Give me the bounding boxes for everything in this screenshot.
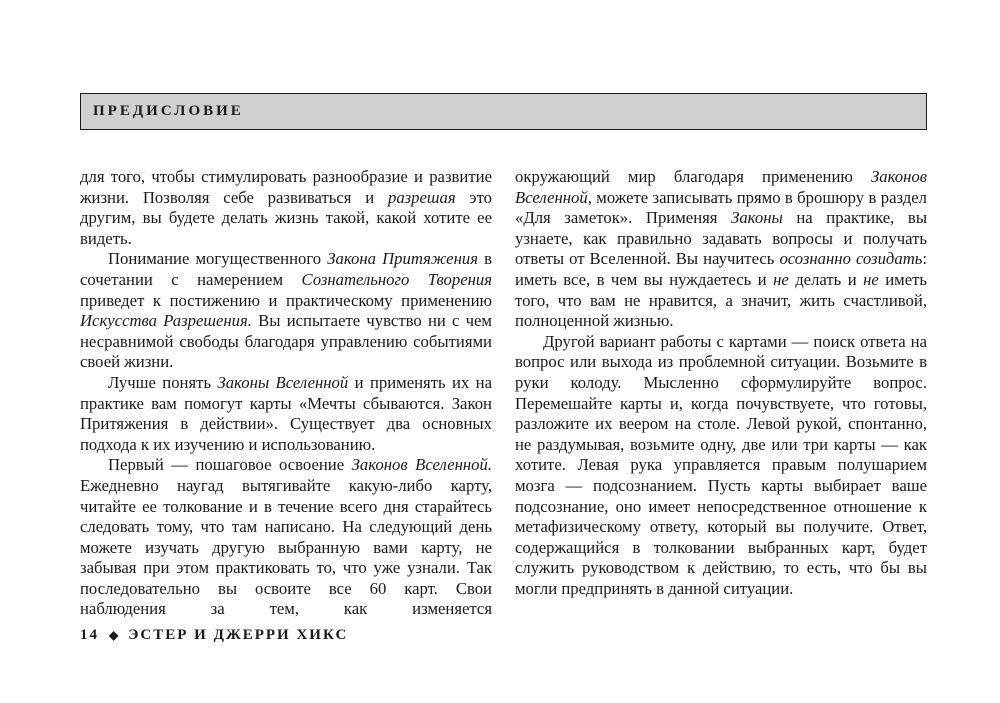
right-text-column: [515, 167, 927, 599]
page-footer: [80, 627, 348, 644]
paragraph-1: для того, чтобы стимулировать разнообразие и развитие жизни. Позволяя себе развиваться и разрешая это другим, вы будете делать жизнь такой, какой хотите ее видеть.: [80, 167, 493, 248]
left-text-column: [80, 167, 492, 620]
author-name: ЭСТЕР И ДЖЕРРИ ХИКС: [128, 627, 349, 643]
page-number: 14: [80, 627, 99, 643]
paragraph-5: окружающий мир благодаря применению Законов Вселенной, можете записывать прямо в брошюру в раздел «Для заметок». Применяя Законы на практике, вы узнаете, как правильно задавать вопросы и получать ответы от Вселенной. Вы научитесь осознанно созидать: иметь все, в чем вы нуждаетесь и не делать и не иметь того, что вам не нравится, а значит, жить счастливой, полноценной жизнью.: [515, 167, 928, 331]
chapter-title: ПРЕДИСЛОВИЕ: [93, 103, 244, 119]
paragraph-3: Лучше понять Законы Вселенной и применять их на практике вам помогут карты «Мечты сбываются. Закон Притяжения в действии». Существует два основных подхода к их изучению и использованию.: [80, 372, 493, 454]
paragraph-2: Понимание могущественного Закона Притяжения в сочетании с намерением Сознательного Творения приведет к постижению и практическому применению Искусства Разрешения. Вы испытаете чувство ни с чем несравнимой свободы благодаря управлению событиями своей жизни.: [80, 249, 492, 372]
chapter-header-bar: [80, 93, 927, 130]
diamond-ornament-icon: ◆: [109, 628, 119, 642]
paragraph-4: Первый — пошаговое освоение Законов Вселенной. Ежедневно наугад вытягивайте какую-либо карту, читайте ее толкование и в течение всего дня старайтесь следовать тому, что там написано. На следующий день можете изучать другую выбранную вами карту, не забывая при этом практиковать то, что уже узнали. Так последовательно вы освоите все 60 карт. Свои наблюдения за тем, как изменяется: [80, 455, 493, 619]
paragraph-6: Другой вариант работы с картами — поиск ответа на вопрос или выхода из проблемной ситуации. Возьмите в руки колоду. Мысленно сформулируйте вопрос. Перемешайте карты и, когда почувствуете, что готовы, разложите их веером на столе. Левой рукой, спонтанно, не раздумывая, возьмите одну, две или три карты — как хотите. Левая рука управляется правым полушарием мозга — подсознанием. Пусть карты выбирает ваше подсознание, оно имеет непосредственное отношение к метафизическому ответу, который вы получите. Ответ, содержащийся в толковании выбранных карт, будет служить руководством к действию, то есть, что бы вы могли предпринять в данной ситуации.: [515, 331, 927, 598]
